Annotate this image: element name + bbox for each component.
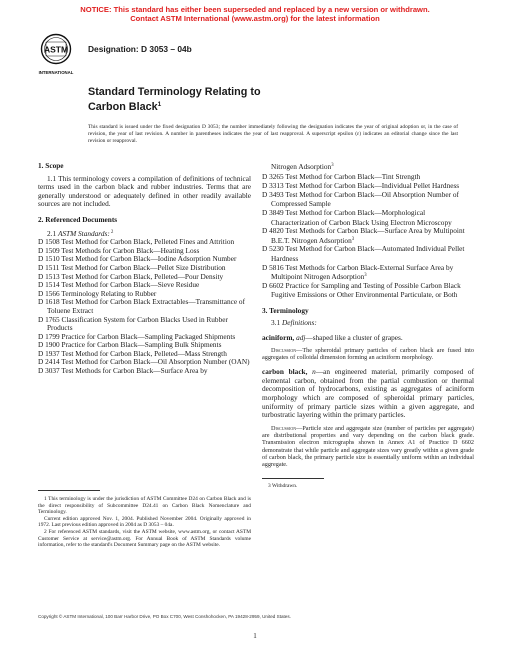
reference-item: D 1511 Test Method for Carbon Black—Pellet Size Distribution [38,262,226,272]
term-aciniform: aciniform, [262,333,295,343]
reference-item: D 1618 Test Method for Carbon Black Extractables—Transmittance of Toluene Extract [38,297,246,315]
page-number: 1 [253,632,257,640]
reference-item: D 5230 Test Method for Carbon Black—Automated Individual Pellet Hardness [262,244,465,263]
right-column [262,162,474,490]
footnotes-left [38,496,251,549]
footnote-1: 1 This terminology is under the jurisdiction of ASTM Committee D24 on Carbon Black and is the direct responsibility of Subcommittee D24.41 on Carbon Black Nomenclature and Terminology. [38,496,251,516]
reference-item: D 1566 Terminology Relating to Rubber [38,288,157,298]
logo-wordmark: ASTM [43,44,69,55]
terminology-heading: 3. Terminology [262,305,309,315]
discussion-carbon-black: Discussion—Particle size and aggregate size (number of particles per aggregate) are distributional properties and vary depending on the carbon black grade. Transmission electron micrographs shown in Annex A1 of Practice D 6602 demonstrate that while particle and aggregate sizes vary greatly within a given grade of carbon black, the primary particle size is essentially uniform within an individual aggregate. [262,424,474,469]
reference-list-right [262,172,474,300]
copyright-line: Copyright © ASTM International, 100 Barr Harbor Drive, PO Box C700, West Conshohocken, PA 19428-2959, United States. [38,614,291,619]
title-footnote-mark: 1 [157,100,162,108]
footnote-3: 3 Withdrawn. [268,482,298,489]
astm-logo [38,33,74,77]
reference-item: D 1508 Test Method for Carbon Black, Pelleted Fines and Attrition [38,237,235,247]
discussion-aciniform: Discussion—The spheroidal primary particles of carbon black are fused into aggregates of colloidal dimension forming an aciniform morphology. [262,346,474,361]
left-column [38,162,251,376]
reference-item: D 1937 Test Method for Carbon Black, Pelleted—Mass Strength [38,348,227,358]
reference-continuation: Nitrogen Adsorption$^3$ [271,162,334,171]
reference-item: D 3849 Test Method for Carbon Black—Morphological Characterization of Carbon Black Using Electron Microscopy [262,207,452,227]
notice-line-2: Contact ASTM International (www.astm.org) for the latest information [130,14,380,23]
title-line-1: Standard Terminology Relating to [88,86,261,98]
reference-item: D 1514 Test Method for Carbon Black—Sieve Residue [38,280,200,290]
issue-statement: This standard is issued under the fixed designation D 3053; the number immediately following the designation indicates the year of original adoption or, in the case of revision, the year of last revision. A number in parentheses indicates the year of last reapproval. A superscript epsilon (ε) indicates an editorial change since the last revision or reapproval. [88,124,458,144]
reference-item: D 5816 Test Methods for Carbon Black-External Surface Area by Multipoint Nitrogen Adsorption$^3$ [262,262,454,282]
reference-item: D 3313 Test Method for Carbon Black—Individual Pellet Hardness [262,181,460,191]
withdrawal-notice [0,5,510,23]
reference-item: D 6602 Practice for Sampling and Testing of Possible Carbon Black Fugitive Emissions or Other Environmental Particulate, or Both [262,280,461,300]
document-title [88,86,261,113]
scope-heading: 1. Scope [38,161,64,170]
reference-item: D 4820 Test Methods for Carbon Black—Surface Area by Multipoint B.E.T. Nitrogen Adsorption$^3$ [262,226,465,245]
reference-item: D 3037 Test Methods for Carbon Black—Surface Area by [38,366,208,376]
reference-item: D 1509 Test Methods for Carbon Black—Heating Loss [38,245,200,255]
reference-item: D 3493 Test Method for Carbon Black—Oil Absorption Number of Compressed Sample [262,189,459,209]
reference-item: D 3265 Test Method for Carbon Black—Tint Strength [262,171,421,181]
reference-item: D 1765 Classification System for Carbon Blacks Used in Rubber Products [38,314,228,333]
footnote-divider-left [38,490,100,491]
notice-line-1: NOTICE: This standard has either been superseded and replaced by a new version or withdrawn. [80,5,430,14]
reference-item: D 1510 Test Method for Carbon Black—Iodine Adsorption Number [38,254,237,264]
footnote-1-edition: Current edition approved Nov. 1, 2004. Published November 2004. Originally approved in 1972. Last previous edition approved in 2004 as D 3053 – 04a. [38,515,251,529]
reference-item: D 2414 Test Method for Carbon Black—Oil Absorption Number (OAN) [38,357,250,367]
definition-aciniform: aciniform, adj—shaped like a cluster of grapes. [262,333,403,343]
term-carbon-black: carbon black, [262,367,308,377]
designation: Designation: D 3053 – 04b [88,44,192,54]
reference-item: D 1513 Test Method for Carbon Black, Pelleted—Pour Density [38,271,224,281]
definition-carbon-black: carbon black, n—an engineered material, primarily composed of elemental carbon, obtained from the partial combustion or thermal decomposition of hydrocarbons, existing as aggregates of aciniform morphology which are composed of spheroidal primary particles, uniformity of primary particle sizes within a given aggregate, and turbostratic layering within the primary particles. [262,367,475,420]
astm-standards-subheading: 2.1 ASTM Standards: $^2$ [47,228,114,238]
references-heading: 2. Referenced Documents [38,214,118,224]
reference-item: D 1799 Practice for Carbon Black—Sampling Packaged Shipments [38,331,236,341]
title-line-2: Carbon Black [88,100,158,113]
reference-list-left [38,238,251,376]
logo-subtext: INTERNATIONAL [38,70,74,75]
scope-text: 1.1 This terminology covers a compilation of definitions of technical terms used in the carbon black and rubber industries. Terms that are generally understood or adequately defined in other readily available sources are not included. [38,173,251,209]
definitions-subheading: 3.1 Definitions: [271,317,317,327]
reference-item: D 1900 Practice for Carbon Black—Sampling Bulk Shipments [38,340,222,350]
footnote-2: 2 For referenced ASTM standards, visit the ASTM website, www.astm.org, or contact ASTM Customer Service at service@astm.org. For Annual Book of ASTM Standards volume information, refer to the standard's Document Summary page on the ASTM website. [38,528,251,549]
